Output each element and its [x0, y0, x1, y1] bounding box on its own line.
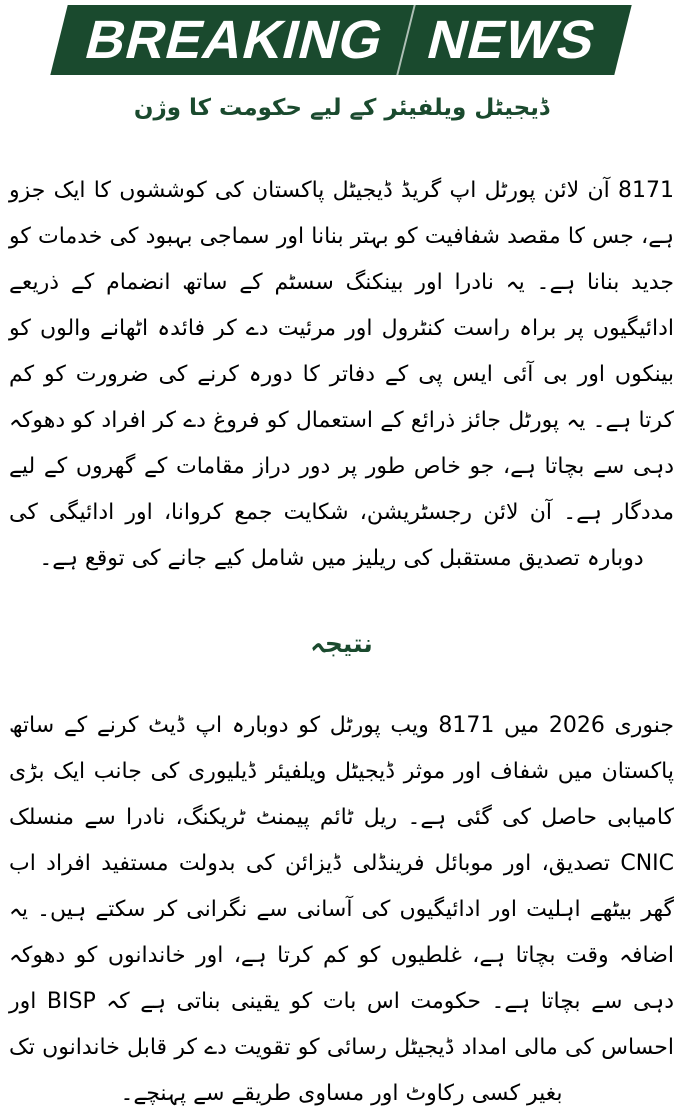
paragraph-conclusion: جنوری 2026 میں 8171 ویب پورٹل کو دوبارہ اپ ڈیٹ کرنے کے ساتھ پاکستان میں شفاف اور موثر ڈیجیٹل ویلفیئر ڈیلیوری کی جانب ایک بڑی کامیابی حاصل کی گئی ہے۔ ریل ٹائم پیمنٹ ٹریکنگ، نادرا سے منسلک CNIC تصدیق، اور موبائل فرینڈلی ڈیزائن کی بدولت مستفید افراد اب گھر بیٹھے اہلیت اور ادائیگیوں کی آسانی سے نگرانی کر سکتے ہیں۔ یہ اضافہ وقت بچاتا ہے، غلطیوں کو کم کرتا ہے، اور خاندانوں کو دھوکہ دہی سے بچاتا ہے۔ حکومت اس بات کو یقینی بناتی ہے کہ BISP اور احساس کی مالی امداد ڈیجیٹل رسائی کو تقویت دے کر قابل خاندانوں تک بغیر کسی رکاوٹ اور مساوی طریقے سے پہنچے۔ — [9, 712, 675, 1106]
article-subtitle: ڈیجیٹل ویلفیئر کے لیے حکومت کا وژن — [133, 95, 550, 121]
banner-divider-line — [395, 0, 417, 81]
banner-parallelogram — [51, 5, 632, 75]
banner-word-news: NEWS — [422, 10, 603, 70]
breaking-news-banner — [0, 0, 683, 75]
banner-word-breaking: BREAKING — [80, 10, 391, 70]
section-heading-conclusion: نتیجہ — [310, 628, 373, 658]
paragraph-intro: 8171 آن لائن پورٹل اپ گریڈ ڈیجیٹل پاکستان کی کوششوں کا ایک جزو ہے، جس کا مقصد شفافیت کو بہتر بنانا اور سماجی بہبود کی خدمات کو جدید بنانا ہے۔ یہ نادرا اور بینکنگ سسٹم کے ساتھ انضمام کے ذریعے ادائیگیوں پر براہ راست کنٹرول اور مرئیت دے کر فائدہ اٹھانے والوں کو بینکوں اور بی آئی ایس پی کے دفاتر کا دورہ کرنے کی ضرورت کو کم کرتا ہے۔ یہ پورٹل جائز ذرائع کے استعمال کو فروغ دے کر افراد کو دھوکہ دہی سے بچاتا ہے، جو خاص طور پر دور دراز مقامات کے گھروں کے لیے مددگار ہے۔ آن لائن رجسٹریشن، شکایت جمع کروانا، اور ادائیگی کی دوبارہ تصدیق مستقبل کی ریلیز میں شامل کیے جانے کی توقع ہے۔ — [9, 177, 675, 571]
